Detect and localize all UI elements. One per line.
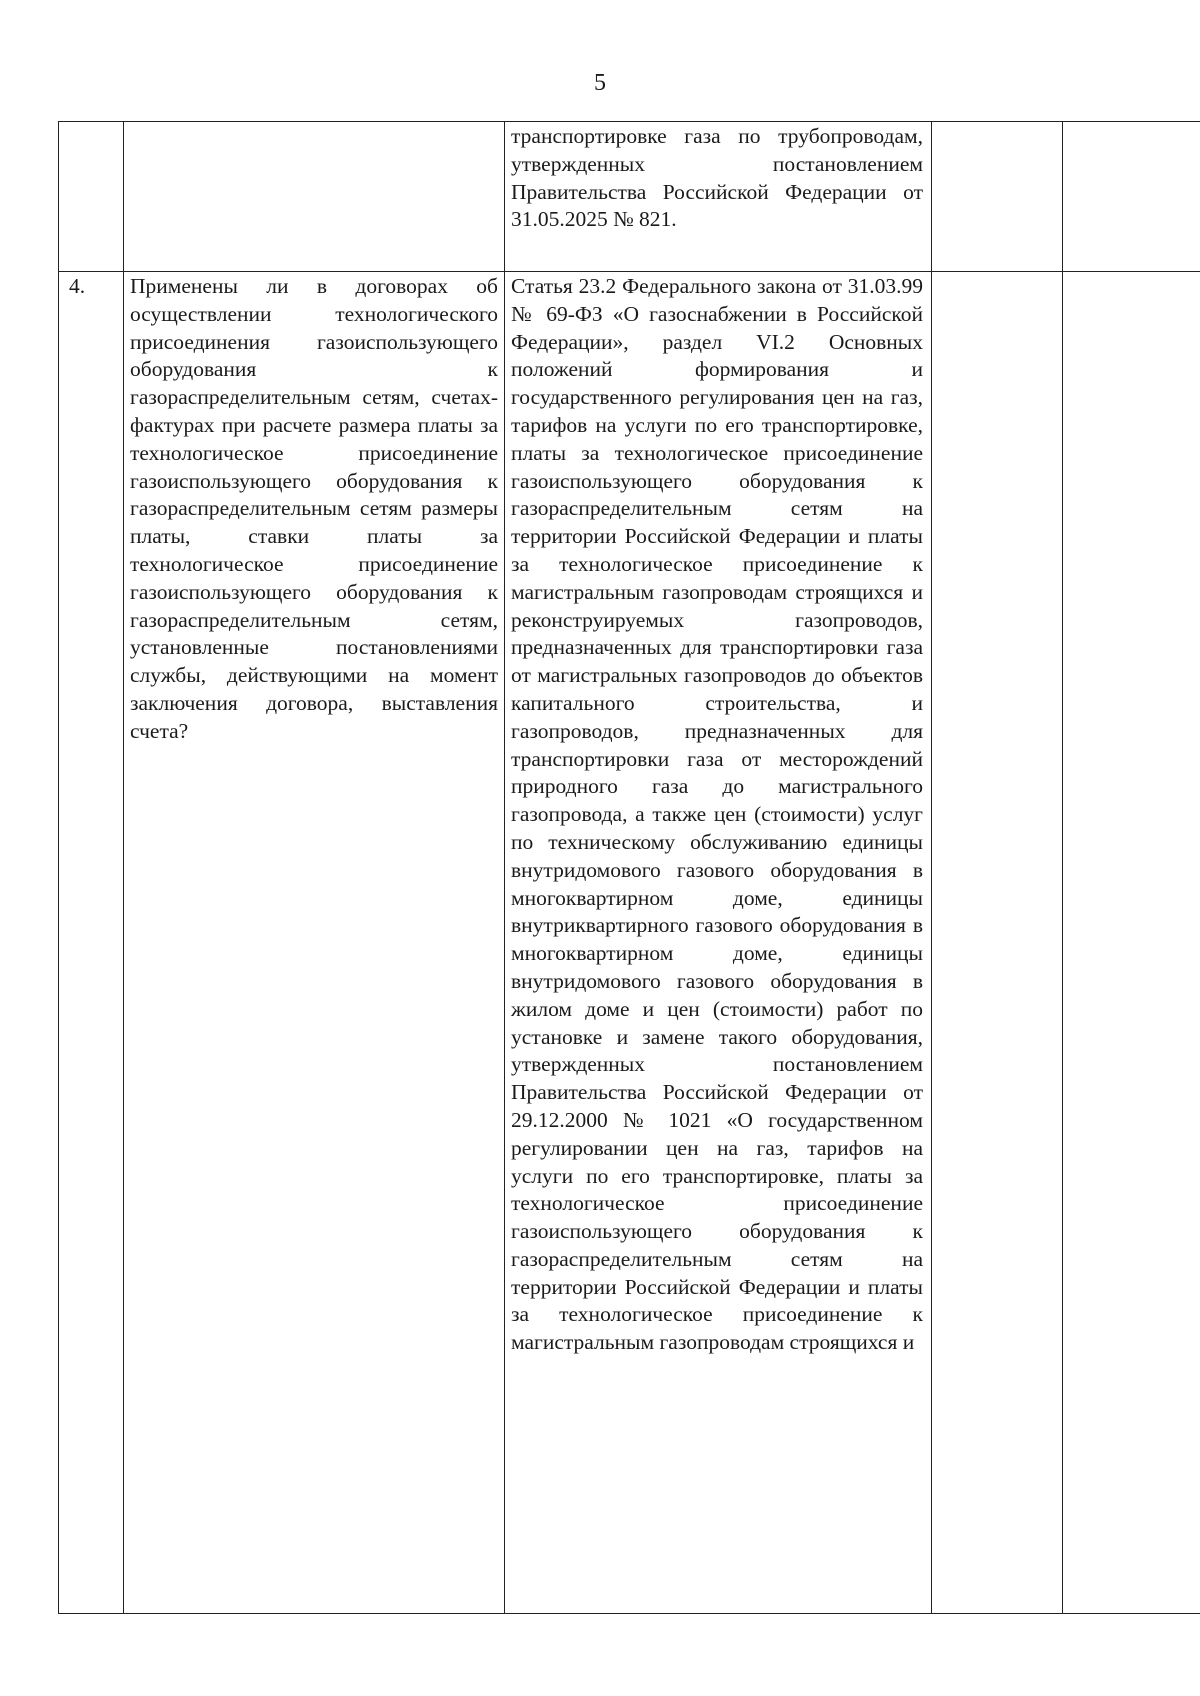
checklist-table — [58, 121, 1200, 1614]
row-number-cell — [59, 122, 124, 272]
row-number-cell: 4. — [59, 272, 124, 1614]
table-row — [59, 122, 1200, 272]
question-cell: Применены ли в договорах об осуществлении технологического присоединения газоиспользующего оборудования к газораспределительным сетям, счетах-фактурах при расчете размера платы за технологическое присоединение газоиспользующего оборудования к газораспределительным сетям размеры платы, ставки платы за технологическое присоединение газоиспользующего оборудования к газораспределительным сетям, установленные постановлениями службы, действующими на момент заключения договора, выставления счета? — [124, 272, 505, 1614]
question-cell — [124, 122, 505, 272]
legal-basis-cell — [505, 272, 932, 1614]
page-number: 5 — [594, 70, 606, 96]
answer-cell — [932, 272, 1063, 1614]
legal-basis-text: Статья 23.2 Федерального закона от 31.03.99 № 69-ФЗ «О газоснабжении в Российской Федерации», раздел VI.2 Основных положений формирования и государственного регулирования цен на газ, тарифов на услуги по его транспортировке, платы за технологическое присоединение газоиспользующего оборудования к газораспределительным сетям на территории Российской Федерации и платы за технологическое присоединение к магистральным газопроводам строящихся и реконструируемых газопроводов, предназначенных для транспортировки газа от магистральных газопроводов до объектов капитального строительства, и газопроводов, предназначенных для транспортировки газа от месторождений природного газа до магистрального газопровода, а также цен (стоимости) услуг по техническому обслуживанию единицы внутридомового газового оборудования в многоквартирном доме, единицы внутриквартирного газового оборудования в многоквартирном доме, единицы внутридомового газового оборудования в жилом доме и цен (стоимости) работ по установке и замене такого оборудования, утвержденных постановлением Правительства Российской Федерации от 29.12.2000 № 1021 «О государственном регулировании цен на газ, тарифов на услуги по его транспортировке, платы за технологическое присоединение газоиспользующего оборудования к газораспределительным сетям на территории Российской Федерации и платы за технологическое присоединение к магистральным газопроводам строящихся и — [511, 274, 923, 1355]
legal-basis-cell — [505, 122, 932, 272]
answer-cell — [932, 122, 1063, 272]
legal-basis-text: транспортировке газа по трубопроводам, утвержденных постановлением Правительства Российской Федерации от 31.05.2025 № 821. — [511, 124, 923, 232]
table-row — [59, 272, 1200, 1614]
note-cell — [1063, 272, 1200, 1614]
note-cell — [1063, 122, 1200, 272]
